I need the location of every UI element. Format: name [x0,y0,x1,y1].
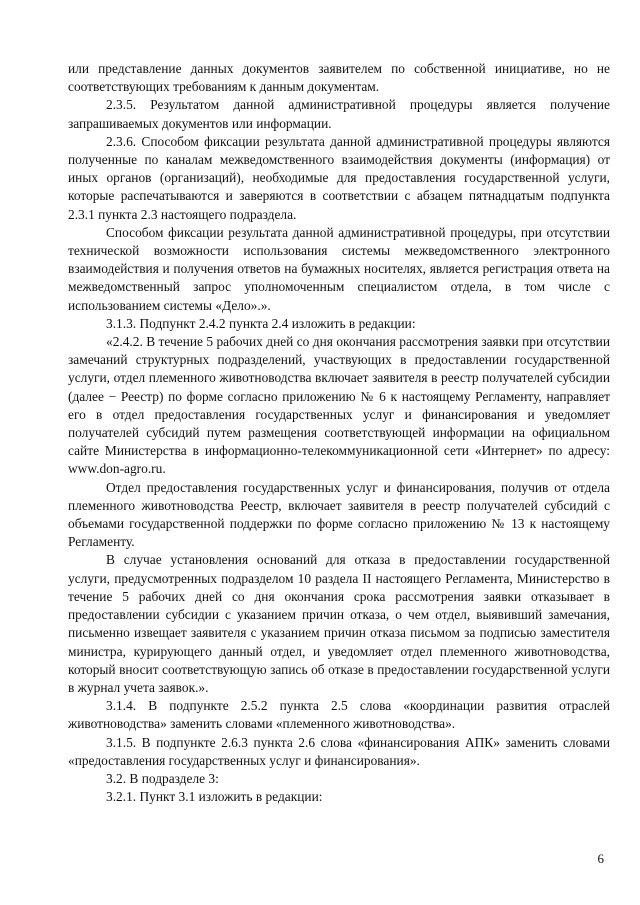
paragraph: или представление данных документов заявителем по собственной инициативе, но не соответствующих требованиям к данным документам. [68,61,610,95]
paragraph: 3.2. В подразделе 3: [106,770,219,786]
paragraph: 3.1.5. В подпункте 2.6.3 пункта 2.6 слова «финансирования АПК» заменить словами «предоставления государственных услуг и финансирования». [68,734,610,768]
paragraph: 3.2.1. Пункт 3.1 изложить в редакции: [106,789,323,805]
page-number: 6 [597,851,604,866]
paragraph: Отдел предоставления государственных услуг и финансирования, получив от отдела племенного животноводства Реестр, включает заявителя в реестр получателей субсидий с объемами государственной поддержки по форме согласно приложению № 13 к настоящему Регламенту. [68,479,610,550]
paragraph: 3.1.4. В подпункте 2.5.2 пункта 2.5 слова «координации развития отраслей животноводства» заменить словами «племенного животноводства». [68,698,610,732]
paragraph: 3.1.3. Подпункт 2.4.2 пункта 2.4 изложить в редакции: [106,315,416,331]
document-body [68,60,610,806]
paragraph: В случае установления оснований для отказа в предоставлении государственной услуги, предусмотренных подразделом 10 раздела II настоящего Регламента, Министерство в течение 5 рабочих дней со дня окончания срока рассмотрения заявки отказывает в предоставлении субсидии с указанием причин отказа, о чем отдел, выявивший замечания, письменно извещает заявителя с указанием причин отказа письмом за подписью заместителя министра, курирующего данный отдел, и уведомляет отдел племенного животноводства, который вносит соответствующую запись об отказе в предоставлении государственной услуги в журнал учета заявок.». [68,552,610,695]
paragraph: Способом фиксации результата данной административной процедуры, при отсутствии технической возможности использования системы межведомственного электронного взаимодействия и получения ответов на бумажных носителях, является регистрация ответа на межведомственный запрос уполномоченным специалистом отдела, в том числе с использованием системы «Дело».». [68,224,610,313]
paragraph: 2.3.5. Результатом данной административной процедуры является получение запрашиваемых документов или информации. [68,97,610,131]
paragraph: «2.4.2. В течение 5 рабочих дней со дня окончания рассмотрения заявки при отсутствии замечаний структурных подразделений, участвующих в предоставлении государственной услуги, отдел племенного животноводства включает заявителя в реестр получателей субсидии (далее − Реестр) по форме согласно приложению № 6 к настоящему Регламенту, направляет его в отдел предоставления государственных услуг и финансирования и уведомляет получателей субсидий путем размещения соответствующей информации на официальном сайте Министерства в информационно-телекоммуникационной сети «Интернет» по адресу: www.don-agro.ru. [68,334,610,477]
paragraph: 2.3.6. Способом фиксации результата данной административной процедуры являются полученные по каналам межведомственного взаимодействия документы (информация) от иных органов (организаций), необходимые для предоставления государственной услуги, которые распечатываются и заверяются в соответствии с абзацем пятнадцатым подпункта 2.3.1 пункта 2.3 настоящего подраздела. [68,133,610,222]
